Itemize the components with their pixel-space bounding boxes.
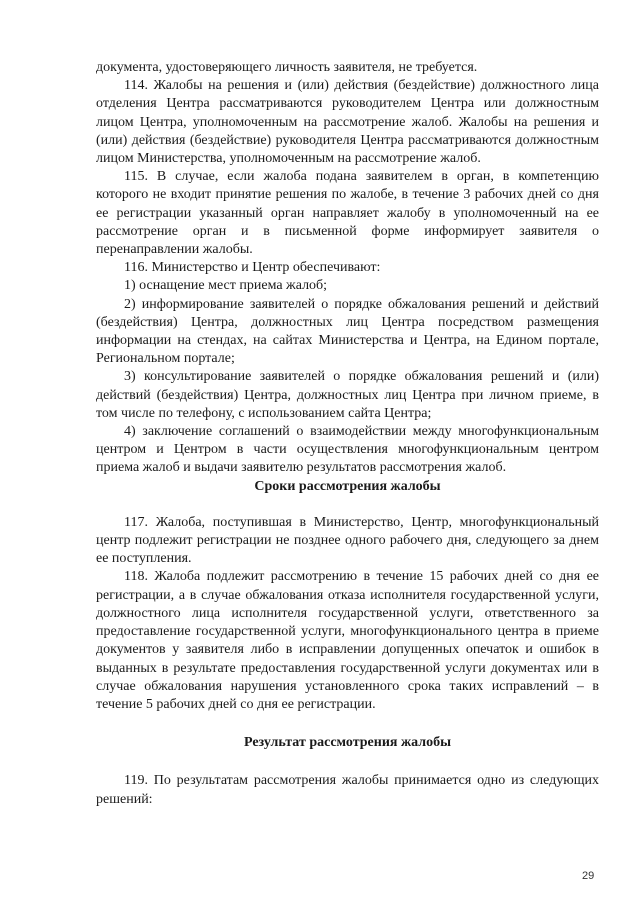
page-number: 29 [582, 870, 595, 882]
section-heading-review-result: Результат рассмотрения жалобы [243, 735, 452, 751]
section-heading-review-terms: Сроки рассмотрения жалобы [254, 478, 441, 494]
paragraph-118: 118. Жалоба подлежит рассмотрению в течение 15 рабочих дней со дня ее регистрации, а в случае обжалования отказа исполнителя государственной услуги, должностного лица исполнителя государственной услуги, ответственного за предоставление государственной услуги, многофункционального центра в приеме документов у заявителя либо в исправлении допущенных опечаток и ошибок в выданных в результате предоставления государственной услуги документах или в случае обжалования нарушения установленного срока таких исправлений – в течение 5 рабочих дней со дня ее регистрации. [96, 569, 599, 712]
paragraph-116: 116. Министерство и Центр обеспечивают: [124, 260, 381, 276]
paragraph-119: 119. По результатам рассмотрения жалобы принимается одно из следующих решений: [96, 773, 599, 807]
document-body [96, 59, 599, 809]
paragraph-continuation: документа, удостоверяющего личность заявителя, не требуется. [96, 60, 478, 75]
paragraph-115: 115. В случае, если жалоба подана заявителем в орган, в компетенцию которого не входит принятие решения по жалобе, в течение 3 рабочих дней со дня ее регистрации указанный орган направляет жалобу в уполномоченный на ее рассмотрение орган и в письменной форме информирует заявителя о перенаправлении жалобы. [96, 169, 599, 258]
list-item-1: 1) оснащение мест приема жалоб; [124, 278, 328, 294]
list-item-2: 2) информирование заявителей о порядке обжалования решений и действий (бездействия) Центра, должностных лиц Центра посредством размещения информации на стендах, на сайтах Министерства и Центра, на Едином портале, Региональном портале; [96, 296, 599, 367]
list-item-4: 4) заключение соглашений о взаимодействии между многофункциональным центром и Центром в части осуществления многофункциональным центром приема жалоб и выдачи заявителю результатов рассмотрения жалоб. [96, 424, 599, 476]
paragraph-114: 114. Жалобы на решения и (или) действия (бездействие) должностного лица отделения Центра рассматриваются руководителем Центра или должностным лицом Центра, уполномоченным на рассмотрение жалоб. Жалобы на решения и (или) действия (бездействие) руководителя Центра рассматриваются должностным лицом Министерства, уполномоченным на рассмотрение жалоб. [96, 78, 599, 167]
list-item-3: 3) консультирование заявителей о порядке обжалования решений и (или) действий (бездействия) Центра, должностных лиц Центра при личном приеме, в том числе по телефону, с использованием сайта Центра; [96, 369, 599, 421]
paragraph-117: 117. Жалоба, поступившая в Министерство, Центр, многофункциональный центр подлежит регистрации не позднее одного рабочего дня, следующего за днем ее поступления. [96, 514, 599, 567]
